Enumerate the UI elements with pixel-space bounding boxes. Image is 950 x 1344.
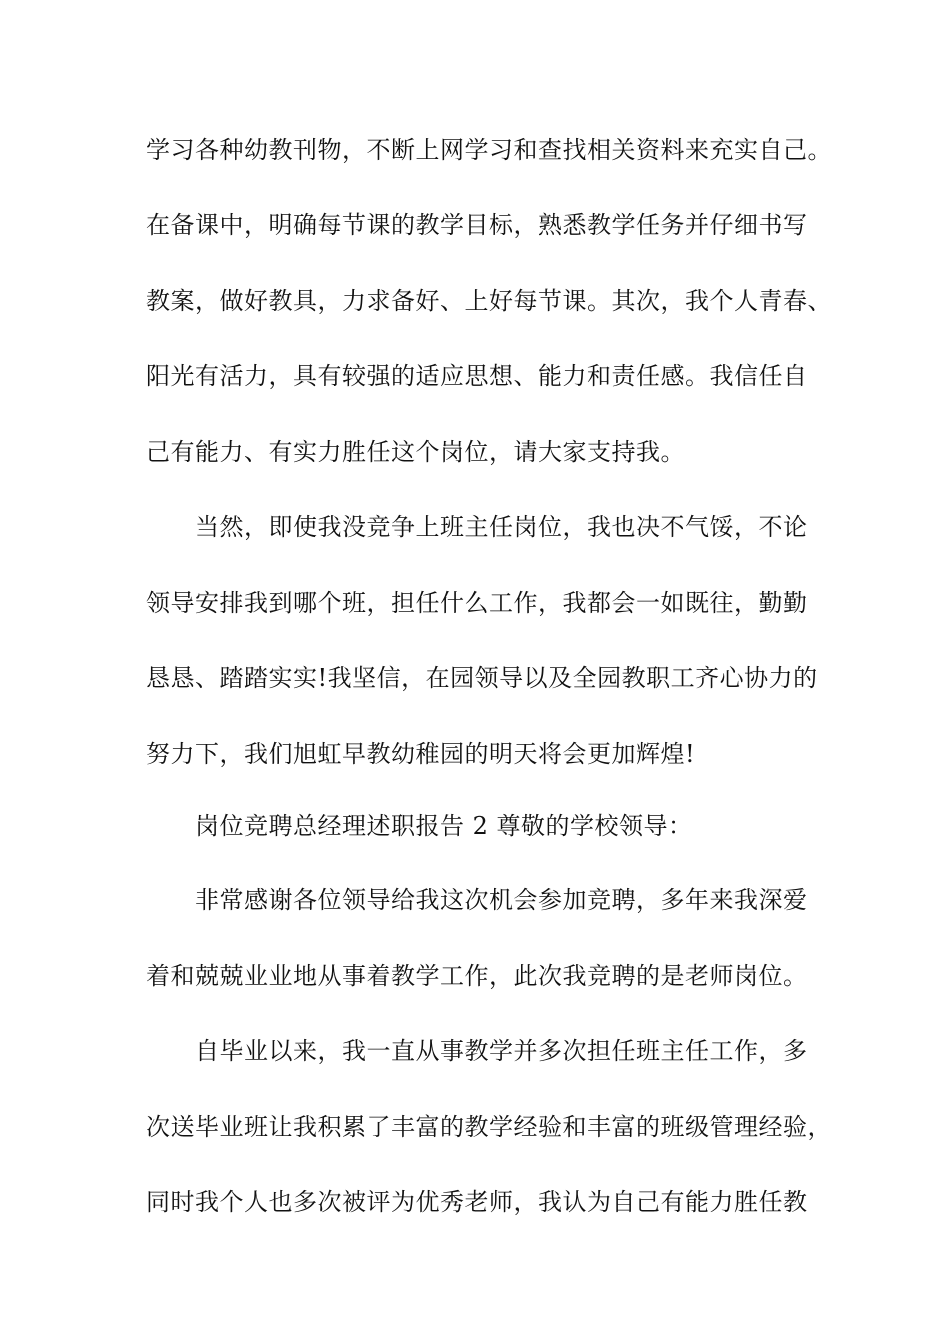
text-line: 学习各种幼教刊物，不断上网学习和查找相关资料来充实自己。 <box>146 136 832 164</box>
text-line: 领导安排我到哪个班，担任什么工作，我都会一如既往，勤勤 <box>146 589 808 617</box>
text-line: 次送毕业班让我积累了丰富的教学经验和丰富的班级管理经验， <box>146 1113 832 1141</box>
text-line: 阳光有活力，具有较强的适应思想、能力和责任感。我信任自 <box>146 362 808 390</box>
section-heading-line: 岗位竞聘总经理述职报告 2 尊敬的学校领导： <box>195 812 693 840</box>
text-line: 努力下，我们旭虹早教幼稚园的明天将会更加辉煌! <box>146 740 696 768</box>
text-line: 己有能力、有实力胜任这个岗位，请大家支持我。 <box>146 438 685 466</box>
text-line: 同时我个人也多次被评为优秀老师，我认为自己有能力胜任教 <box>146 1188 808 1216</box>
paragraph-start-line: 当然，即使我没竞争上班主任岗位，我也决不气馁，不论 <box>195 513 808 541</box>
text-line: 在备课中，明确每节课的教学目标，熟悉教学任务并仔细书写 <box>146 211 808 239</box>
paragraph-start-line: 非常感谢各位领导给我这次机会参加竞聘，多年来我深爱 <box>195 886 808 914</box>
text-line: 着和兢兢业业地从事着教学工作，此次我竞聘的是老师岗位。 <box>146 962 808 990</box>
text-line: 教案，做好教具，力求备好、上好每节课。其次，我个人青春、 <box>146 287 832 315</box>
paragraph-start-line: 自毕业以来，我一直从事教学并多次担任班主任工作，多 <box>195 1037 808 1065</box>
text-line: 恳恳、踏踏实实!我坚信，在园领导以及全园教职工齐心协力的 <box>146 664 818 692</box>
